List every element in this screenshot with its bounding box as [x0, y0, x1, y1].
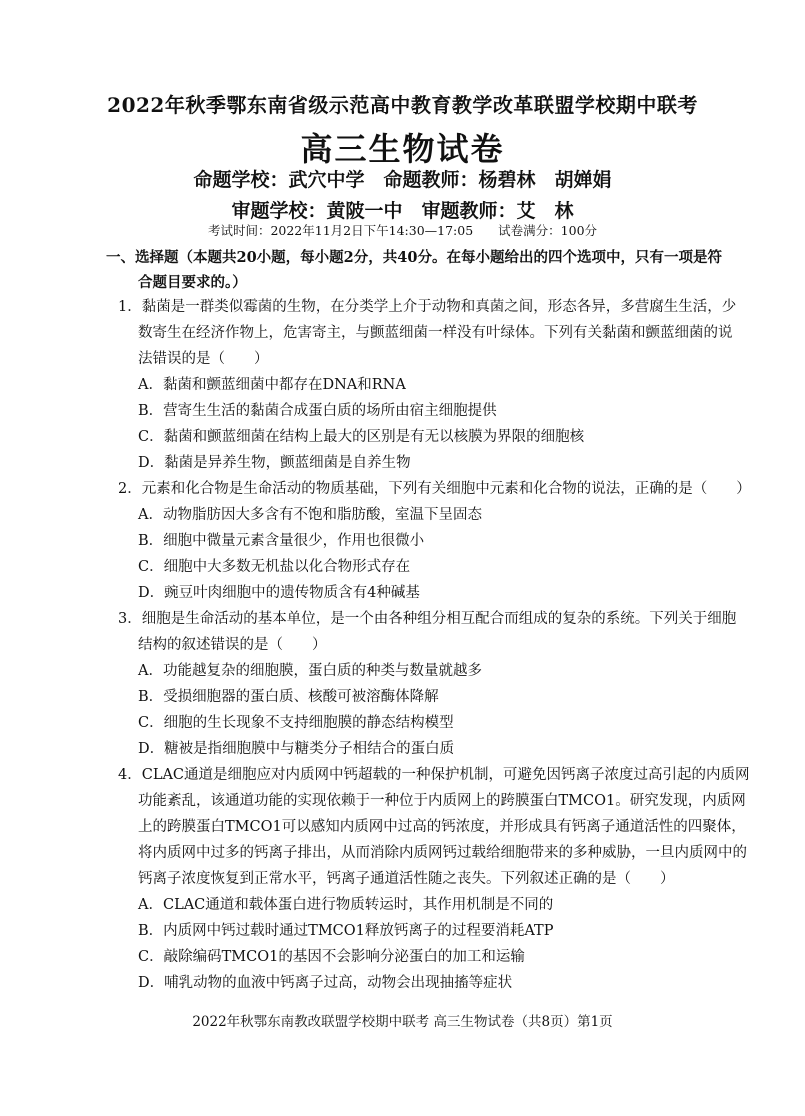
- question-1-option-d: D．黏菌是异养生物，颤蓝细菌是自养生物: [138, 455, 411, 471]
- question-line: 钙离子浓度恢复到正常水平，钙离子通道活性随之丧失。下列叙述正确的是（ ）: [138, 871, 675, 887]
- question-1-option-a: A．黏菌和颤蓝细菌中都存在DNA和RNA: [138, 377, 406, 393]
- question-line: 4．CLAC通道是细胞应对内质网中钙超载的一种保护机制，可避免因钙离子浓度过高引起的内质网: [118, 767, 750, 783]
- exam-name: 2022年秋季鄂东南省级示范高中教育教学改革联盟学校期中联考: [107, 93, 698, 117]
- question-1-stem: [118, 294, 773, 372]
- question-4-option-a: A．CLAC通道和载体蛋白进行物质转运时，其作用机制是不同的: [138, 897, 554, 913]
- question-1-option-b: B．营寄生生活的黏菌合成蛋白质的场所由宿主细胞提供: [138, 403, 497, 419]
- question-line: 2．元素和化合物是生命活动的物质基础，下列有关细胞中元素和化合物的说法，正确的是（ ）: [118, 481, 751, 497]
- question-2-stem: [118, 476, 773, 502]
- paper-title: 高三生物试卷: [300, 130, 505, 168]
- reviewer-info: 审题学校：黄陂一中 审题教师：艾 林: [231, 200, 574, 222]
- section-heading: [106, 245, 786, 295]
- question-1-option-c: C．黏菌和颤蓝细菌在结构上最大的区别是有无以核膜为界限的细胞核: [138, 429, 585, 445]
- question-line: 1．黏菌是一群类似霉菌的生物，在分类学上介于动物和真菌之间，形态各异，多营腐生生活，少: [118, 299, 737, 315]
- question-4-option-c: C．敲除编码TMCO1的基因不会影响分泌蛋白的加工和运输: [138, 949, 525, 965]
- question-3-option-d: D．糖被是指细胞膜中与糖类分子相结合的蛋白质: [138, 741, 455, 757]
- section-heading-line: 合题目要求的。）: [138, 274, 247, 291]
- question-3-stem: [118, 606, 773, 658]
- page-footer: 2022年秋鄂东南教改联盟学校期中联考 高三生物试卷（共8页）第1页: [192, 1014, 613, 1030]
- question-line: 结构的叙述错误的是（ ）: [138, 637, 327, 653]
- question-4-stem: [118, 762, 773, 892]
- question-4-option-b: B．内质网中钙过载时通过TMCO1释放钙离子的过程要消耗ATP: [138, 923, 554, 939]
- question-line: 数寄生在经济作物上，危害寄主，与颤蓝细菌一样没有叶绿体。下列有关黏菌和颤蓝细菌的说: [138, 325, 733, 341]
- question-3-option-c: C．细胞的生长现象不支持细胞膜的静态结构模型: [138, 715, 454, 731]
- setter-info: 命题学校：武穴中学 命题教师：杨碧林 胡婵娟: [193, 169, 612, 191]
- question-line: 法错误的是（ ）: [138, 351, 269, 367]
- section-heading-line: 一、选择题（本题共20小题，每小题2分，共40分。在每小题给出的四个选项中，只有一项是符: [106, 249, 722, 266]
- question-3-option-a: A．功能越复杂的细胞膜，蛋白质的种类与数量就越多: [138, 663, 482, 679]
- question-line: 上的跨膜蛋白TMCO1可以感知内质网中过高的钙浓度，并形成具有钙离子通道活性的四聚体，: [138, 819, 746, 835]
- question-line: 功能紊乱，该通道功能的实现依赖于一种位于内质网上的跨膜蛋白TMCO1。研究发现，内质网: [138, 793, 746, 809]
- exam-meta: 考试时间：2022年11月2日下午14:30—17:05 试卷满分：100分: [207, 223, 598, 238]
- question-4-option-d: D．哺乳动物的血液中钙离子过高，动物会出现抽搐等症状: [138, 975, 513, 991]
- question-2-option-a: A．动物脂肪因大多含有不饱和脂肪酸，室温下呈固态: [138, 507, 482, 523]
- question-2-option-c: C．细胞中大多数无机盐以化合物形式存在: [138, 559, 411, 575]
- question-2-option-b: B．细胞中微量元素含量很少，作用也很微小: [138, 533, 425, 549]
- question-line: 将内质网中过多的钙离子排出，从而消除内质网钙过载给细胞带来的多种威胁，一旦内质网中的: [138, 845, 747, 861]
- question-line: 3．细胞是生命活动的基本单位，是一个由各种组分相互配合而组成的复杂的系统。下列关于细胞: [118, 611, 737, 627]
- question-3-option-b: B．受损细胞器的蛋白质、核酸可被溶酶体降解: [138, 689, 439, 705]
- question-2-option-d: D．豌豆叶肉细胞中的遗传物质含有4种碱基: [138, 585, 420, 601]
